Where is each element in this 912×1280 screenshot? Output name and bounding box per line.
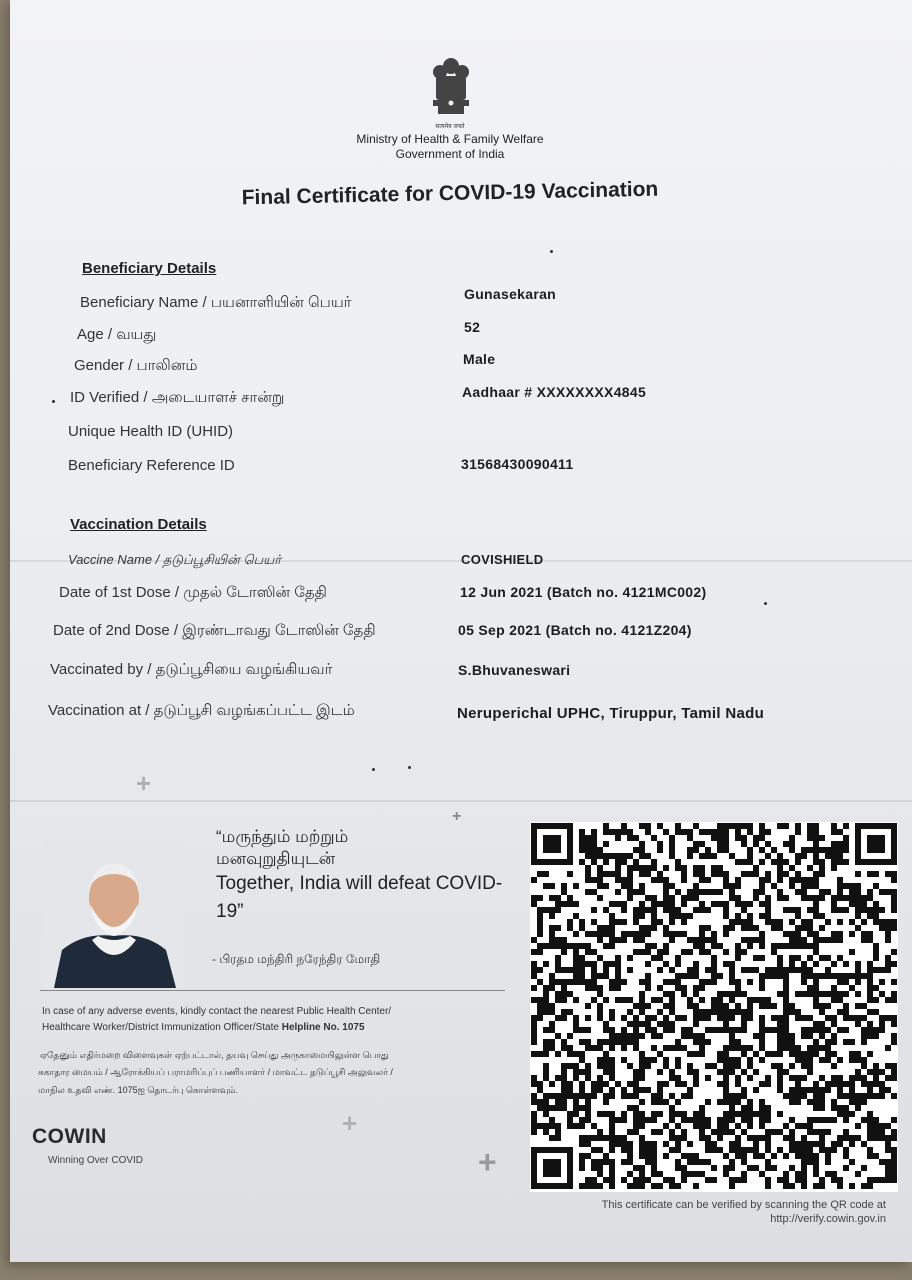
verify-line-1: This certificate can be verified by scanning the QR code at bbox=[601, 1199, 886, 1211]
verify-text bbox=[602, 1198, 886, 1226]
helpline-english-1: In case of any adverse events, kindly contact the nearest Public Health Center/ bbox=[42, 1006, 392, 1017]
qr-code-icon bbox=[530, 822, 898, 1192]
dose2-label: Date of 2nd Dose / இரண்டாவது டோஸின் தேதி bbox=[53, 622, 376, 639]
plus-mark: + bbox=[342, 1108, 358, 1138]
vaccination-at-label: Vaccination at / தடுப்பூசி வழங்கப்பட்ட இடம் bbox=[48, 702, 355, 719]
speck bbox=[52, 400, 55, 403]
quote-block bbox=[216, 826, 506, 926]
emblem-motto: सत्यमेव जयते bbox=[435, 124, 465, 130]
helpline-tamil-2: சுகாதார மையம் / ஆரோக்கியப் பராமரிப்புப் பணியாளர் / மாவட்ட தடுப்பூசி அலுவலர் / bbox=[38, 1067, 393, 1077]
age-value: 52 bbox=[464, 319, 481, 335]
quote-english: Together, India will defeat COVID-19” bbox=[216, 873, 503, 922]
id-verified-value: Aadhaar # XXXXXXXX4845 bbox=[462, 384, 647, 400]
reference-id-label: Beneficiary Reference ID bbox=[68, 457, 235, 474]
age-label: Age / வயது bbox=[77, 326, 157, 343]
helpline-english-2-text: Healthcare Worker/District Immunization Officer/State bbox=[42, 1022, 279, 1033]
reference-id-value: 31568430090411 bbox=[461, 456, 574, 472]
quote-tamil-line1: “மருந்தும் மற்றும் bbox=[216, 827, 349, 846]
speck bbox=[408, 766, 411, 769]
speck bbox=[372, 768, 375, 771]
plus-mark: + bbox=[136, 768, 152, 798]
helpline-number: Helpline No. 1075 bbox=[281, 1022, 365, 1033]
plus-mark: + bbox=[452, 808, 462, 825]
national-emblem-icon bbox=[428, 56, 474, 128]
divider bbox=[40, 990, 505, 991]
vaccine-name-label: Vaccine Name / தடுப்பூசியின் பெயர் bbox=[68, 552, 282, 567]
prime-minister-portrait-icon bbox=[44, 840, 184, 988]
id-verified-label: ID Verified / அடையாளச் சான்று bbox=[70, 389, 285, 406]
helpline-english-2 bbox=[42, 1020, 365, 1035]
quote-tamil-line2: மனவுறுதியுடன் bbox=[216, 849, 336, 868]
paper-fold bbox=[10, 800, 912, 802]
dose1-value: 12 Jun 2021 (Batch no. 4121MC002) bbox=[460, 584, 707, 600]
vaccinated-by-value: S.Bhuvaneswari bbox=[458, 662, 571, 678]
vaccinated-by-label: Vaccinated by / தடுப்பூசியை வழங்கியவர் bbox=[50, 661, 333, 678]
beneficiary-name-label: Beneficiary Name / பயனாளியின் பெயர் bbox=[80, 294, 352, 311]
uhid-label: Unique Health ID (UHID) bbox=[68, 423, 234, 440]
cowin-logo: COWIN bbox=[32, 1125, 107, 1148]
government-name: Government of India bbox=[395, 147, 505, 161]
beneficiary-heading: Beneficiary Details bbox=[82, 260, 217, 277]
gender-label: Gender / பாலினம் bbox=[74, 357, 198, 374]
vaccination-heading: Vaccination Details bbox=[70, 516, 207, 533]
gender-value: Male bbox=[463, 351, 496, 367]
ministry-name: Ministry of Health & Family Welfare bbox=[356, 132, 544, 146]
speck bbox=[550, 250, 553, 253]
vaccination-at-value: Neruperichal UPHC, Tiruppur, Tamil Nadu bbox=[457, 705, 765, 722]
verify-url: http://verify.cowin.gov.in bbox=[770, 1213, 886, 1225]
helpline-tamil-1: ஏதேனும் எதிர்மறை விளைவுகள் ஏற்பட்டால், தயவு செய்து அருகாமையிலுள்ள பொது bbox=[40, 1050, 389, 1060]
vaccine-name-value: COVISHIELD bbox=[461, 552, 544, 567]
dose2-value: 05 Sep 2021 (Batch no. 4121Z204) bbox=[458, 622, 692, 638]
speck bbox=[764, 602, 767, 605]
helpline-tamil-3: மாநில உதவி எண். 1075ஐ தொடர்பு கொள்ளவும். bbox=[38, 1085, 239, 1095]
cowin-tagline: Winning Over COVID bbox=[48, 1155, 144, 1166]
plus-mark: + bbox=[478, 1144, 497, 1180]
certificate-title: Final Certificate for COVID-19 Vaccination bbox=[241, 177, 659, 210]
beneficiary-name-value: Gunasekaran bbox=[464, 286, 557, 302]
quote-attribution: - பிரதம மந்திரி நரேந்திர மோதி bbox=[212, 952, 381, 966]
dose1-label: Date of 1st Dose / முதல் டோஸின் தேதி bbox=[59, 584, 327, 601]
